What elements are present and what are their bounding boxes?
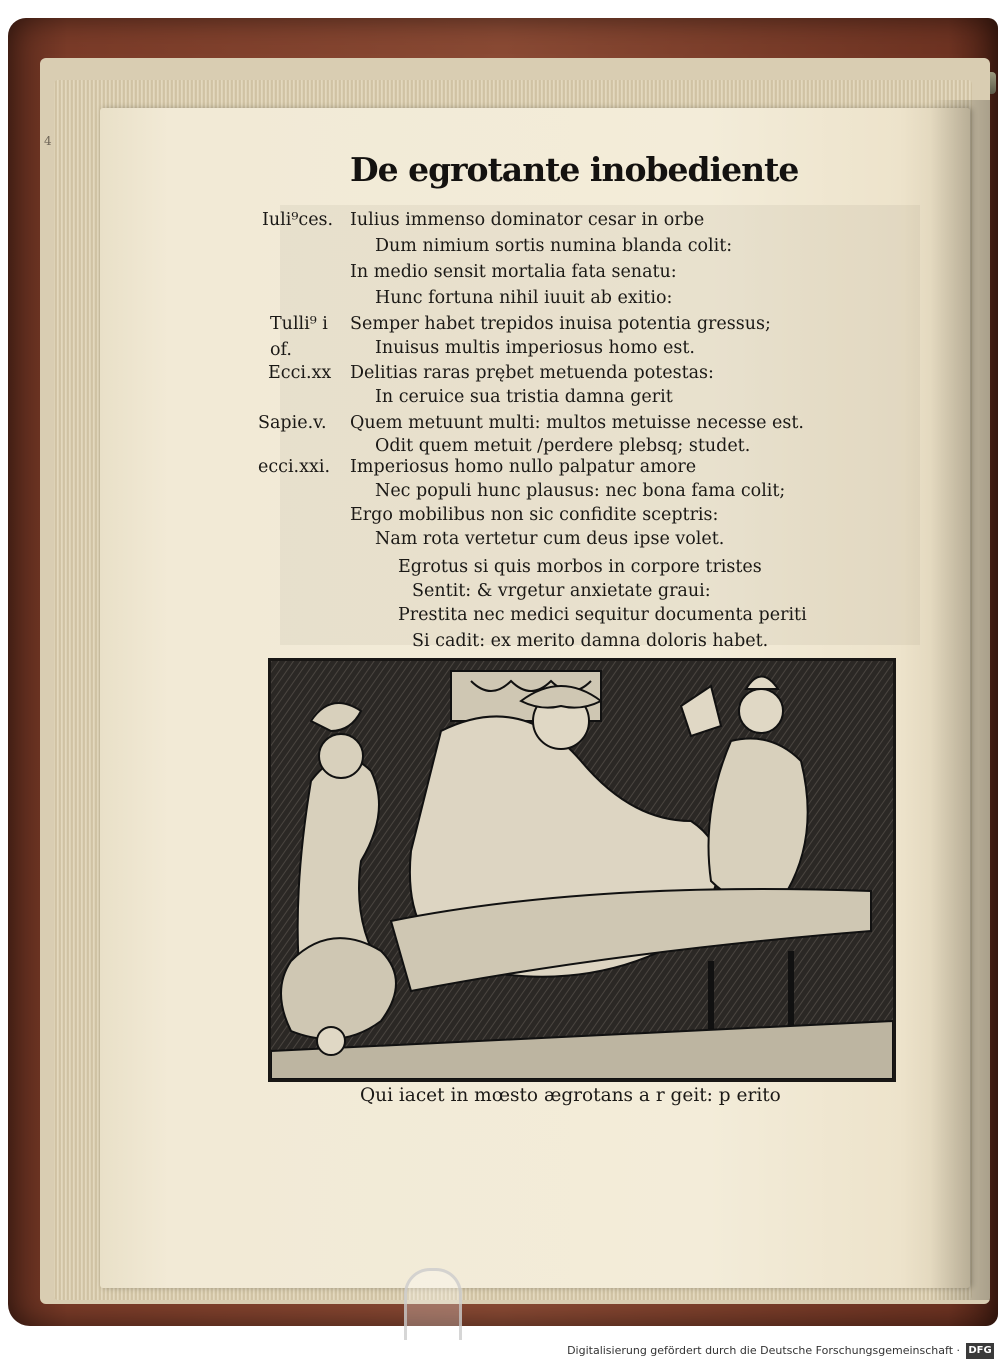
woodcut-illustration xyxy=(268,658,896,1082)
verse-line: In medio sensit mortalia fata senatu: xyxy=(350,262,677,282)
verse-line: Prestita nec medici sequitur documenta periti xyxy=(398,605,807,625)
footer-credit: Digitalisierung gefördert durch die Deutsche Forschungsgemeinschaft · xyxy=(567,1344,960,1357)
verse-line: Si cadit: ex merito damna doloris habet. xyxy=(412,631,769,651)
verse-line: Inuisus multis imperiosus homo est. xyxy=(375,338,695,358)
page-clip xyxy=(404,1268,462,1340)
verse-line: Semper habet trepidos inuisa potentia gressus; xyxy=(350,314,771,334)
woodcut-caption: Qui iacet in mœsto ægrotans a r geit: p erito xyxy=(360,1085,781,1106)
verse-line: Imperiosus homo nullo palpatur amore xyxy=(350,457,697,477)
verse-line: Nam rota vertetur cum deus ipse volet. xyxy=(375,529,725,549)
marginal-note: Tulli⁹ i xyxy=(270,314,328,334)
verse-line: Dum nimium sortis numina blanda colit: xyxy=(375,236,733,256)
verse-line: Ergo mobilibus non sic confidite sceptris: xyxy=(350,505,719,525)
verse-line: Quem metuunt multi: multos metuisse necesse est. xyxy=(350,413,804,433)
verse-line: In ceruice sua tristia damna gerit xyxy=(375,387,673,407)
verse-line: Nec populi hunc plausus: nec bona fama colit; xyxy=(375,481,786,501)
marginal-note: Ecci.xx xyxy=(268,363,332,383)
verse-line: Hunc fortuna nihil iuuit ab exitio: xyxy=(375,288,673,308)
verse-line: Egrotus si quis morbos in corpore tristes xyxy=(398,557,762,577)
page-number: 4 xyxy=(44,134,52,148)
page-title: De egrotante inobediente xyxy=(350,150,799,189)
marginal-note: Sapie.v. xyxy=(258,413,327,433)
dfg-logo-icon: DFG xyxy=(966,1343,994,1359)
marginal-note: of. xyxy=(270,340,292,360)
marginal-note: ecci.xxi. xyxy=(258,457,331,477)
verse-line: Sentit: & vrgetur anxietate graui: xyxy=(412,581,711,601)
marginal-note: Iuli⁹ces. xyxy=(262,210,334,230)
verse-line: Iulius immenso dominator cesar in orbe xyxy=(350,210,705,230)
verse-line: Odit quem metuit /perdere plebsq; studet. xyxy=(375,436,751,456)
verse-line: Delitias raras prębet metuenda potestas: xyxy=(350,363,714,383)
footer-bar xyxy=(0,1340,1000,1363)
